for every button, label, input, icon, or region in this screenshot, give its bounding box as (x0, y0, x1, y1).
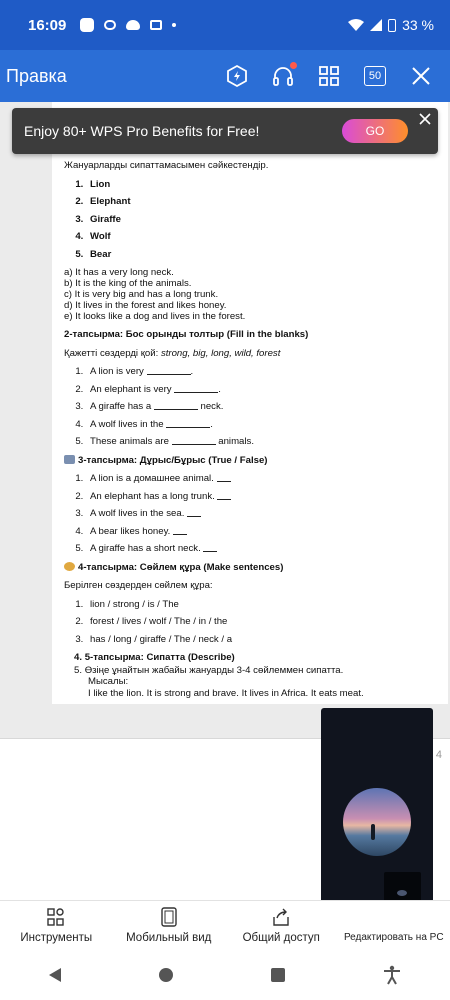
page-number: 4 (435, 749, 442, 761)
descriptions (64, 267, 444, 322)
edit-on-pc-button[interactable] (338, 901, 450, 950)
promo-banner[interactable] (12, 108, 438, 154)
share-icon (271, 907, 291, 927)
battery-icon (388, 19, 396, 32)
close-icon[interactable] (418, 112, 432, 126)
apps-grid-button[interactable] (306, 53, 352, 99)
mobile-view-button[interactable] (113, 901, 226, 950)
system-nav-bar (0, 950, 450, 1000)
close-button[interactable] (398, 53, 444, 99)
list-item: 3. A wolf lives in the sea. (86, 508, 444, 520)
hexagon-bolt-icon (225, 64, 249, 88)
truefalse-list (86, 473, 444, 555)
video-notification-icon (150, 20, 162, 30)
blank-line (203, 544, 217, 552)
chat-notification-icon (104, 20, 116, 30)
blanks-list (86, 366, 444, 448)
document-content (64, 160, 444, 699)
notification-dot (290, 62, 297, 69)
list-item: 1. lion / strong / is / The (86, 599, 444, 611)
description-line: a) It has a very long neck. (64, 267, 174, 278)
list-item: 4. A bear likes honey. (86, 526, 444, 538)
preview-thumbnail (397, 890, 407, 896)
ai-assistant-button[interactable] (214, 53, 260, 99)
share-label: Общий доступ (242, 932, 320, 944)
blank-line (187, 509, 201, 517)
animals-list (86, 179, 444, 261)
task4-intro: Берілген сөздерден сөйлем құра: (64, 580, 213, 592)
more-notifications-icon (172, 23, 176, 27)
page-count-badge: 50 (364, 66, 386, 86)
edit-title[interactable]: Правка (6, 65, 67, 86)
blank-line (166, 420, 210, 428)
description-line: c) It is very big and has a long trunk. (64, 289, 219, 301)
bottom-toolbar (0, 900, 450, 950)
list-item: 2. Elephant (86, 196, 444, 208)
page-count-button[interactable] (352, 53, 398, 99)
task4-heading: 4-тапсырма: Сөйлем құра (Make sentences) (64, 562, 444, 574)
blank-line (174, 385, 218, 393)
list-item: 2. forest / lives / wolf / The / in / the (86, 616, 444, 628)
tools-button[interactable] (0, 901, 113, 950)
example-text: I like the lion. It is strong and brave. It lives in Africa. It eats meat. (88, 687, 364, 699)
share-button[interactable] (225, 901, 338, 950)
intro-text: Жануарларды сипаттамасымен сәйкестендір. (64, 160, 269, 171)
list-item: 1. Lion (86, 179, 444, 191)
list-item: 5. These animals are animals. (86, 436, 444, 448)
wifi-icon (348, 19, 364, 31)
status-time: 16:09 (28, 16, 67, 34)
list-item: 2. An elephant is very . (86, 384, 444, 396)
promo-text: Enjoy 80+ WPS Pro Benefits for Free! (24, 123, 260, 139)
hint-words: strong, big, long, wild, forest (160, 347, 281, 359)
mobile-view-label: Мобильный вид (126, 932, 212, 944)
task5-block (64, 652, 444, 699)
task5-number-4: 4. (74, 652, 83, 664)
battery-percent: 33 % (402, 17, 434, 33)
floating-video-window[interactable] (321, 708, 433, 932)
tools-icon (46, 907, 66, 927)
list-item: 4. Wolf (86, 231, 444, 243)
task5-heading: 5-тапсырма: Сипатта (Describe) (84, 652, 235, 664)
mobile-view-icon (159, 907, 179, 927)
tools-label: Инструменты (20, 932, 93, 944)
close-icon (409, 64, 433, 88)
list-item: 5. Bear (86, 249, 444, 261)
notification-icons (80, 18, 176, 32)
description-line: b) It is the king of the animals. (64, 278, 192, 290)
status-bar (0, 0, 450, 50)
back-icon[interactable] (49, 968, 61, 982)
puzzle-icon (64, 562, 75, 571)
description-line: d) It lives in the forest and likes honey. (64, 300, 227, 312)
list-item: 1. A lion is very . (86, 366, 444, 378)
app-notification-icon (80, 18, 94, 32)
blank-line (147, 367, 191, 375)
edit-on-pc-label: Редактировать на PC (343, 932, 444, 943)
signal-icon (370, 19, 382, 31)
task5-line: Өзіңе ұнайтын жабайы жануарды 3-4 сөйлеммен сипатта. (84, 664, 344, 676)
video-avatar (343, 788, 411, 856)
example-label: Мысалы: (88, 676, 129, 688)
task2-heading: 2-тапсырма: Бос орынды толтыр (Fill in the blanks) (64, 329, 309, 341)
list-item: 3. A giraffe has a neck. (86, 401, 444, 413)
list-item: 5. A giraffe has a short neck. (86, 543, 444, 555)
recents-icon[interactable] (271, 968, 285, 982)
book-icon (64, 455, 75, 464)
blank-line (217, 492, 231, 500)
blank-line (173, 527, 187, 535)
document-page[interactable] (52, 102, 448, 704)
list-item: 1. A lion is a домашнее animal. (86, 473, 444, 485)
hint-label: Қажетті сөздерді қой: (64, 347, 159, 359)
task3-heading: 3-тапсырма: Дұрыс/Бұрыс (True / False) (64, 455, 444, 467)
list-item: 3. Giraffe (86, 214, 444, 226)
go-button[interactable]: GO (342, 119, 408, 143)
blank-line (154, 402, 198, 410)
home-icon[interactable] (159, 968, 173, 982)
person-silhouette (371, 824, 375, 840)
list-item: 3. has / long / giraffe / The / neck / a (86, 634, 444, 646)
listen-button[interactable] (260, 53, 306, 99)
blank-line (172, 437, 216, 445)
task2-hint (64, 348, 444, 360)
task5-number-5: 5. (74, 664, 83, 676)
sentences-list (86, 599, 444, 646)
description-line: e) It looks like a dog and lives in the forest. (64, 311, 246, 323)
list-item: 2. An elephant has a long trunk. (86, 491, 444, 503)
grid-icon (317, 64, 341, 88)
blank-line (217, 474, 231, 482)
list-item: 4. A wolf lives in the . (86, 419, 444, 431)
cloud-notification-icon (126, 20, 140, 30)
accessibility-icon[interactable] (383, 965, 401, 985)
app-bar (0, 50, 450, 102)
